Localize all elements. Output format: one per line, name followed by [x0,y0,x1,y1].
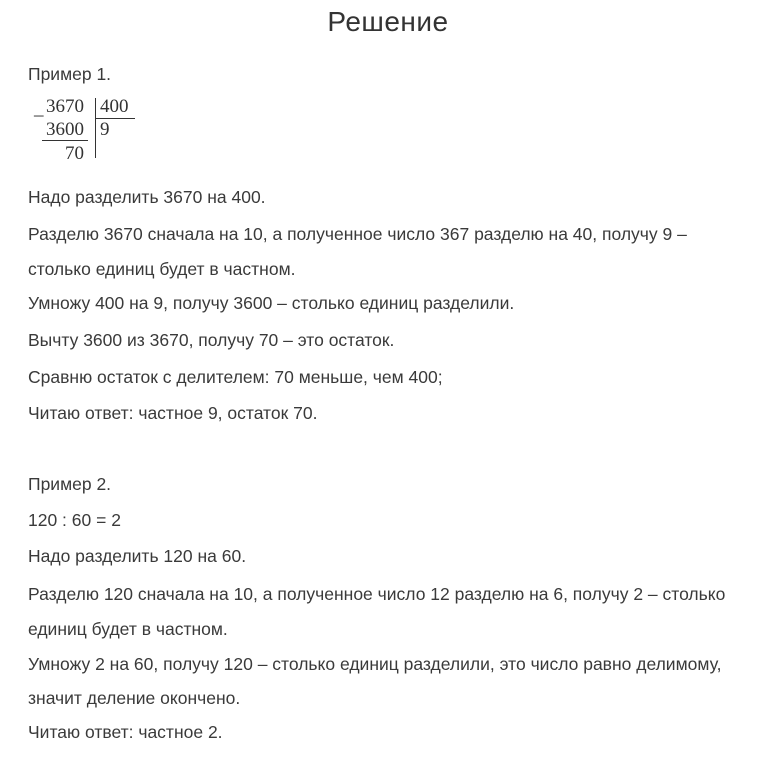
example-2-line: единиц будет в частном. [28,619,228,639]
subtrahend-underline [42,140,88,141]
example-1-line: Вычту 3600 из 3670, получу 70 – это остаток. [28,330,395,350]
division-quotient: 9 [100,119,110,140]
example-2-line: Надо разделить 120 на 60. [28,546,247,566]
example-2-heading: Пример 2. [28,474,112,494]
example-2-line: Читаю ответ: частное 2. [28,722,223,742]
division-remainder: 70 [65,143,84,164]
example-1-line: Надо разделить 3670 на 400. [28,187,266,207]
example-1-heading: Пример 1. [28,64,112,84]
division-divisor: 400 [100,96,129,117]
example-2-equation: 120 : 60 = 2 [28,510,121,530]
division-minus-sign: _ [34,98,44,119]
division-subtrahend: 3600 [46,119,84,140]
division-dividend: 3670 [46,96,84,117]
example-1-line: Читаю ответ: частное 9, остаток 70. [28,403,318,423]
example-2-line: значит деление окончено. [28,688,241,708]
page-title: Решение [327,6,449,37]
example-2-line: Разделю 120 сначала на 10, а полученное число 12 разделю на 6, получу 2 – столько [28,584,726,604]
example-1-line: Умножу 400 на 9, получу 3600 – столько единиц разделили. [28,293,515,313]
example-1-line: Разделю 3670 сначала на 10, а полученное число 367 разделю на 40, получу 9 – [28,224,687,244]
example-1-line: столько единиц будет в частном. [28,259,296,279]
example-1-line: Сравню остаток с делителем: 70 меньше, чем 400; [28,367,443,387]
long-division [34,96,144,166]
example-2-line: Умножу 2 на 60, получу 120 – столько единиц разделили, это число равно делимому, [28,654,722,674]
division-vertical-bar [95,98,96,158]
